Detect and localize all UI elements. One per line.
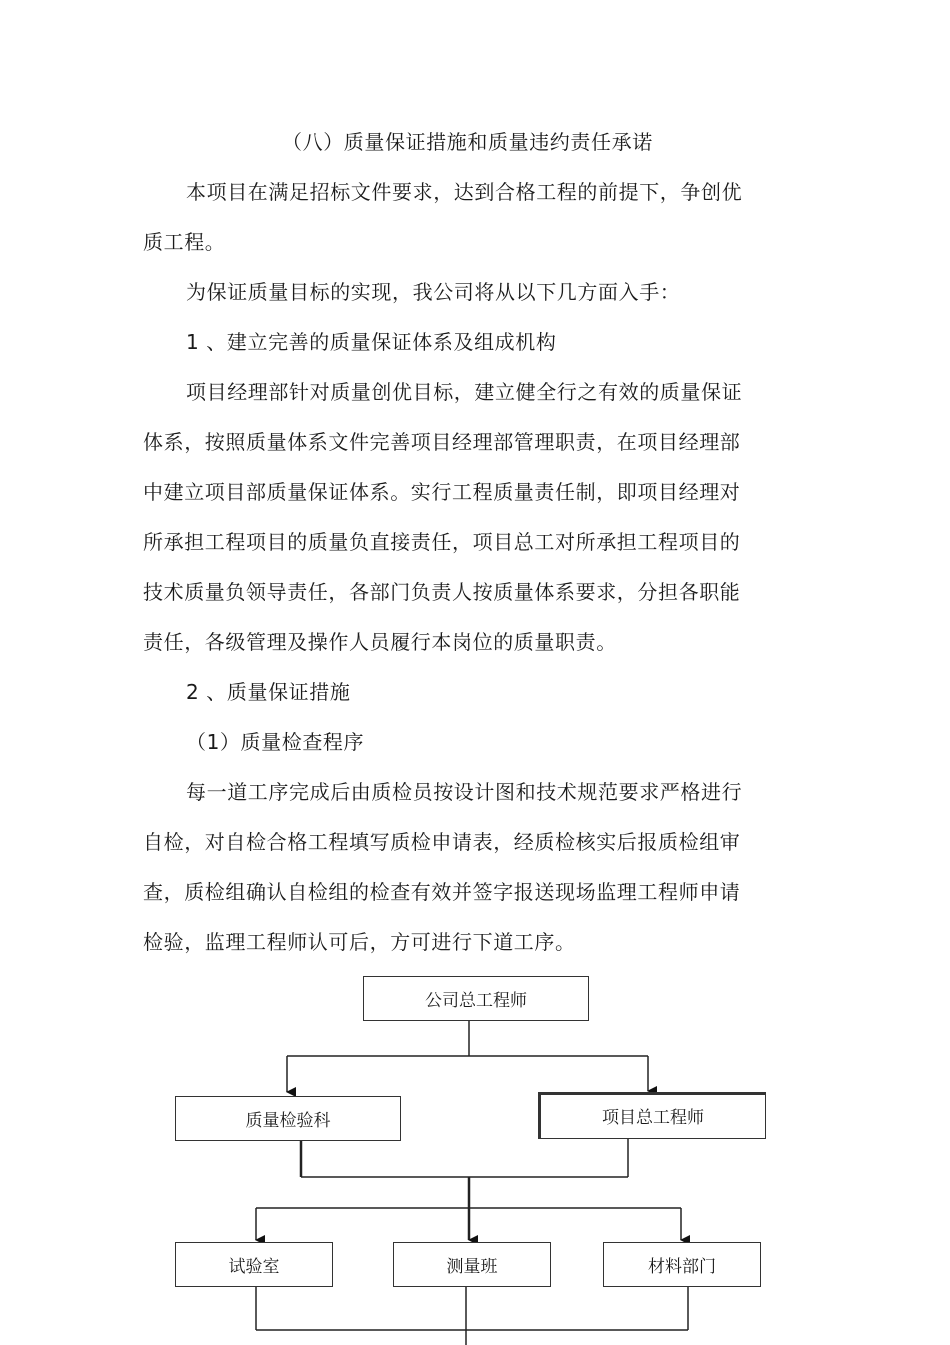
paragraph-line: 中建立项目部质量保证体系。实行工程质量责任制，即项目经理对: [143, 480, 741, 504]
org-node-quality-inspection: 质量检验科: [175, 1096, 401, 1141]
paragraph-line: 体系，按照质量体系文件完善项目经理部管理职责，在项目经理部: [143, 430, 741, 454]
paragraph-line: 本项目在满足招标文件要求，达到合格工程的前提下，争创优: [186, 180, 743, 204]
org-node-survey-team: 测量班: [393, 1242, 551, 1287]
section-heading: （八）质量保证措施和质量违约责任承诺: [282, 130, 653, 154]
paragraph-line: 查，质检组确认自检组的检查有效并签字报送现场监理工程师申请: [143, 880, 741, 904]
paragraph-line: 自检，对自检合格工程填写质检申请表，经质检核实后报质检组审: [143, 830, 741, 854]
paragraph-line: 技术质量负领导责任，各部门负责人按质量体系要求，分担各职能: [143, 580, 741, 604]
org-node-materials-dept: 材料部门: [603, 1242, 761, 1287]
subsection-heading: 2 、质量保证措施: [186, 680, 351, 704]
paragraph-line: 质工程。: [143, 230, 226, 254]
paragraph-line: 检验，监理工程师认可后，方可进行下道工序。: [143, 930, 576, 954]
paragraph-line: 责任，各级管理及操作人员履行本岗位的质量职责。: [143, 630, 617, 654]
org-node-project-chief-engineer: 项目总工程师: [538, 1092, 766, 1139]
paragraph-line: 项目经理部针对质量创优目标，建立健全行之有效的质量保证: [186, 380, 743, 404]
paragraph-line: 每一道工序完成后由质检员按设计图和技术规范要求严格进行: [186, 780, 743, 804]
subsection-heading: 1 、建立完善的质量保证体系及组成机构: [186, 330, 557, 354]
paragraph-line: 所承担工程项目的质量负直接责任，项目总工对所承担工程项目的: [143, 530, 741, 554]
paragraph-line: 为保证质量目标的实现，我公司将从以下几方面入手：: [186, 280, 681, 304]
org-node-top: 公司总工程师: [363, 976, 589, 1021]
subsection-heading: （1）质量检查程序: [186, 730, 365, 754]
org-node-laboratory: 试验室: [175, 1242, 333, 1287]
